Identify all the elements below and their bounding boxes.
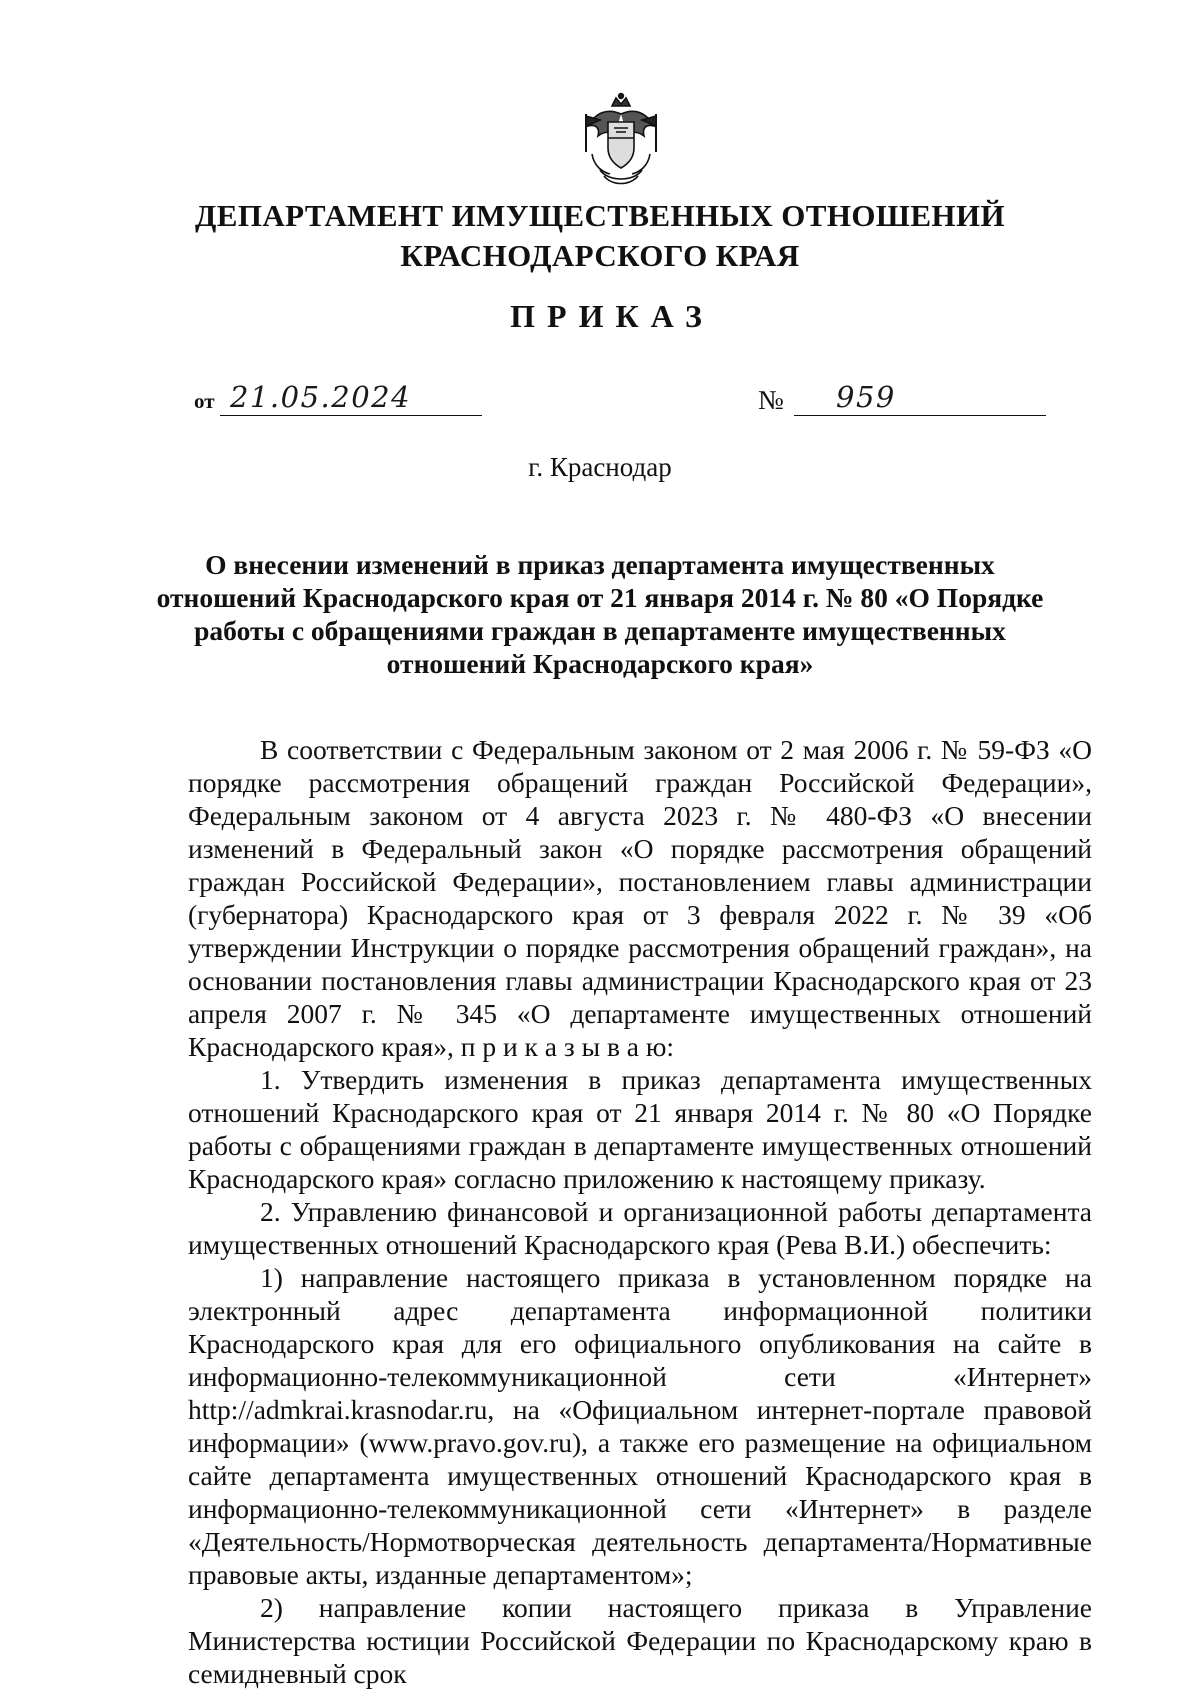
coat-of-arms-icon: [578, 92, 664, 188]
number-underline: [794, 415, 1046, 416]
number-value: 959: [836, 380, 896, 414]
body-paragraph: 2. Управлению финансовой и организационной работы департамента имущественных отношений Краснодарского края (Рева В.И.) обеспечить:: [188, 1196, 1092, 1260]
date-prefix: от: [194, 389, 215, 413]
date-underline: [220, 415, 482, 416]
document-subject: О внесении изменений в приказ департамента имущественных отношений Краснодарского края от 21 января 2014 г. № 80 «О Порядке работы с обращениями граждан в департаменте имущественных отношений Краснодарского края»: [156, 549, 1044, 679]
document-type: ПРИКАЗ: [510, 298, 714, 334]
city: г. Краснодар: [528, 452, 672, 482]
organization-name-line2: КРАСНОДАРСКОГО КРАЯ: [400, 238, 800, 273]
date-value: 21.05.2024: [230, 380, 412, 414]
number-prefix: №: [758, 385, 784, 415]
body-paragraph: 1) направление настоящего приказа в установленном порядке на электронный адрес департамента информационной политики Краснодарского края для его официального опубликования на сайте в информационно-телекоммуникационной сети «Интернет» http://admkrai.krasnodar.ru, на «Официальном интернет-портале правовой информации» (www.pravo.gov.ru), а также его размещение на официальном сайте департамента имущественных отношений Краснодарского края в информационно-телекоммуникационной сети «Интернет» в разделе «Деятельность/Нормотворческая деятельность департамента/Нормативные правовые акты, изданные департаментом»;: [188, 1262, 1092, 1590]
date-field: [194, 380, 484, 420]
document-body: [188, 733, 1092, 1690]
body-paragraph: 2) направление копии настоящего приказа в Управление Министерства юстиции Российской Федерации по Краснодарскому краю в семидневный срок: [188, 1592, 1092, 1689]
organization-name-line1: ДЕПАРТАМЕНТ ИМУЩЕСТВЕННЫХ ОТНОШЕНИЙ: [195, 198, 1005, 233]
body-paragraph: 1. Утвердить изменения в приказ департамента имущественных отношений Краснодарского края от 21 января 2014 г. № 80 «О Порядке работы с обращениями граждан в департаменте имущественных отношений Краснодарского края» согласно приложению к настоящему приказу.: [188, 1064, 1092, 1194]
body-paragraph: В соответствии с Федеральным законом от 2 мая 2006 г. № 59-ФЗ «О порядке рассмотрения обращений граждан Российской Федерации», Федеральным законом от 4 августа 2023 г. № 480-ФЗ «О внесении изменений в Федеральный закон «О порядке рассмотрения обращений граждан Российской Федерации», постановлением главы администрации (губернатора) Краснодарского края от 3 февраля 2022 г. № 39 «Об утверждении Инструкции о порядке рассмотрения обращений граждан», на основании постановления главы администрации Краснодарского края от 23 апреля 2007 г. № 345 «О департаменте имущественных отношений Краснодарского края», п р и к а з ы в а ю:: [188, 734, 1092, 1062]
number-field: [758, 380, 1048, 420]
